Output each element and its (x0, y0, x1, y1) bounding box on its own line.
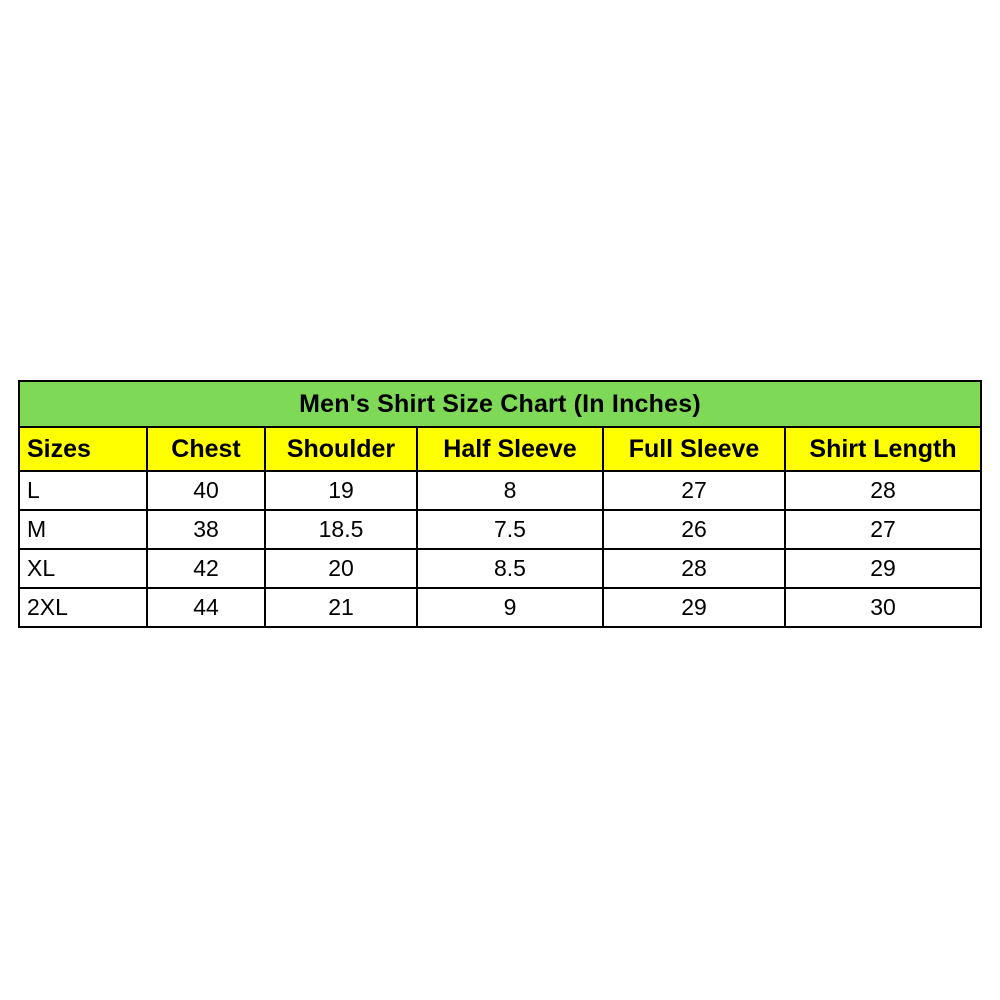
chart-title: Men's Shirt Size Chart (In Inches) (19, 381, 981, 427)
cell-half-sleeve: 8.5 (417, 549, 603, 588)
cell-chest: 40 (147, 471, 265, 510)
size-chart-container (18, 380, 980, 628)
cell-size: XL (19, 549, 147, 588)
cell-full-sleeve: 28 (603, 549, 785, 588)
table-row (19, 510, 981, 549)
cell-shoulder: 20 (265, 549, 417, 588)
cell-shirt-length: 28 (785, 471, 981, 510)
cell-size: 2XL (19, 588, 147, 627)
cell-half-sleeve: 9 (417, 588, 603, 627)
cell-shoulder: 19 (265, 471, 417, 510)
cell-shirt-length: 29 (785, 549, 981, 588)
cell-chest: 38 (147, 510, 265, 549)
cell-size: L (19, 471, 147, 510)
cell-half-sleeve: 7.5 (417, 510, 603, 549)
table-header-row (19, 427, 981, 471)
cell-chest: 42 (147, 549, 265, 588)
column-header-chest: Chest (147, 427, 265, 471)
column-header-shoulder: Shoulder (265, 427, 417, 471)
table-row (19, 549, 981, 588)
column-header-half-sleeve: Half Sleeve (417, 427, 603, 471)
cell-size: M (19, 510, 147, 549)
cell-shoulder: 21 (265, 588, 417, 627)
table-title-row (19, 381, 981, 427)
cell-shirt-length: 30 (785, 588, 981, 627)
cell-chest: 44 (147, 588, 265, 627)
size-chart-table (18, 380, 982, 628)
column-header-full-sleeve: Full Sleeve (603, 427, 785, 471)
cell-full-sleeve: 29 (603, 588, 785, 627)
cell-full-sleeve: 27 (603, 471, 785, 510)
cell-full-sleeve: 26 (603, 510, 785, 549)
table-row (19, 588, 981, 627)
table-row (19, 471, 981, 510)
column-header-shirt-length: Shirt Length (785, 427, 981, 471)
cell-shoulder: 18.5 (265, 510, 417, 549)
cell-shirt-length: 27 (785, 510, 981, 549)
cell-half-sleeve: 8 (417, 471, 603, 510)
column-header-sizes: Sizes (19, 427, 147, 471)
